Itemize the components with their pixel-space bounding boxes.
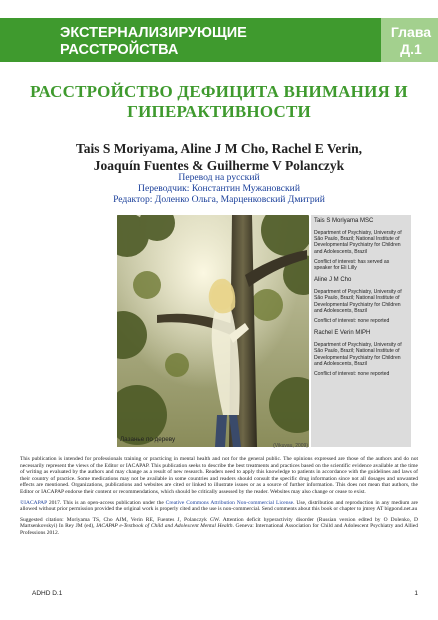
author-block <box>314 330 408 377</box>
caption-credit: (Vikuvau, 2009) <box>273 443 308 449</box>
author-affiliation: Department of Psychiatry, University of São Paulo, Brazil; National Institute of Developmental Psychiatry for Children and Adolescents, Brazil <box>314 342 402 367</box>
citation-text-b: . Geneva: International Association for Child and Adolescent Psychiatry and Allied Professions 2012. <box>20 523 418 536</box>
cc-license-link[interactable]: Creative Commons Attribution Non-commercial License <box>165 499 294 506</box>
chapter-title: РАССТРОЙСТВО ДЕФИЦИТА ВНИМАНИЯ И ГИПЕРАКТИВНОСТИ <box>30 82 408 121</box>
translator: Переводчик: Константин Мужановский <box>138 183 300 194</box>
author-name: Tais S Moriyama MSC <box>314 218 374 224</box>
citation-paragraph <box>20 517 418 537</box>
iacapap-link[interactable]: ©IACAPAP <box>20 499 48 506</box>
citation-text-a: Suggested citation: Moriyama TS, Cho AJM, Verin RE, Fuentes J, Polanczyk GW. Attention deficit hyperactivity disorder (Russian version edited by O Dolenko, D Martsenkovskyi) In Rey JM (ed), <box>20 516 418 530</box>
author-conflict: Conflict of interest: none reported <box>314 318 390 325</box>
translation-credits <box>20 172 418 205</box>
authors-line-1: Tais S Moriyama, Aline J M Cho, Rachel E Verin, <box>75 141 363 156</box>
author-conflict: Conflict of interest: has served as speaker for Eli Lilly <box>314 258 390 272</box>
tree-climbing-photo <box>117 215 309 447</box>
disclaimer <box>20 456 418 541</box>
header-band <box>0 18 438 62</box>
citation-book-title: IACAPAP e-Textbook of Child and Adolescent Mental Health <box>96 523 233 530</box>
author-list <box>20 140 418 174</box>
license-paragraph <box>20 500 418 513</box>
author-name: Rachel E Verin MIPH <box>314 330 371 337</box>
author-block <box>314 277 408 324</box>
author-affiliation: Department of Psychiatry, University of São Paulo, Brazil; National Institute of Developmental Psychiatry for Children and Adolescents, Brazil <box>314 289 402 314</box>
footer-chapter: ADHD D.1 <box>32 590 63 597</box>
section-title: ЭКСТЕРНАЛИЗИРУЮЩИЕ РАССТРОЙСТВА <box>60 25 247 58</box>
license-text-b: . Use, distribution and reproduction in any medium are allowed without prior permission provided the original work is properly cited and the use is non-commercial. Send comments about this book or chapter to jmrey AT bigpond.net.au <box>20 499 419 513</box>
author-conflict: Conflict of interest: none reported <box>314 371 390 378</box>
disclaimer-paragraph: This publication is intended for professionals training or practicing in mental health and not for the general public. The opinions expressed are those of the authors and do not necessarily represent the views of the Editor or IACAPAP. This publication seeks to describe the best treatments and practices based on the scientific evidence available at the time of writing as evaluated by the authors and may change as a result of new research. Readers need to apply this knowledge to patients in accordance with the guidelines and laws of their country of practice. Some medications may not be available in some countries and readers should consult the specific drug information since not all dosages and unwanted effects are mentioned. Organizations, publications and websites are cited or linked to illustrate issues or as a source of further information. This does not mean that authors, the Editor or IACAPAP endorse their content or recommendations, which should be critically assessed by the reader. Websites may also change or cease to exist. <box>20 456 418 495</box>
license-text-a: 2017. This is an open-access publication under the <box>47 499 166 506</box>
page-number: 1 <box>414 590 418 597</box>
translation-language: Перевод на русский <box>178 172 260 183</box>
authors-line-2: Joaquín Fuentes & Guilherme V Polanczyk <box>93 158 345 173</box>
author-block <box>314 218 408 271</box>
chapter-label: Глава Д.1 <box>390 24 432 57</box>
caption-text: Лазанье по дереву <box>120 436 176 443</box>
author-name: Aline J M Cho <box>314 277 352 284</box>
editors: Редактор: Доленко Ольга, Марценковский Дмитрий <box>113 194 325 205</box>
chapter-box <box>381 18 438 62</box>
photo-caption <box>112 436 308 449</box>
author-affiliations-sidebar <box>311 215 411 447</box>
author-affiliation: Department of Psychiatry, University of São Paulo, Brazil; National Institute of Developmental Psychiatry for Children and Adolescents, Brazil <box>314 230 402 255</box>
